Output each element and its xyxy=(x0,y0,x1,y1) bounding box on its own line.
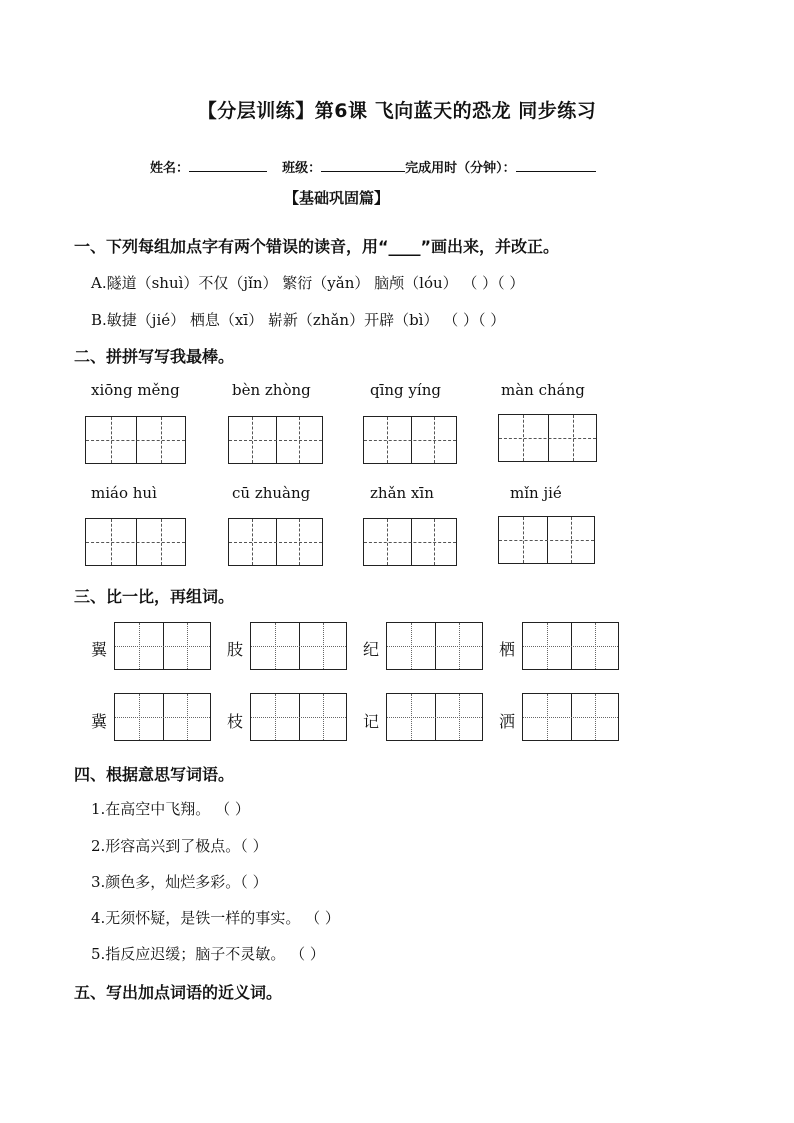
pinyin-label: zhǎn xīn xyxy=(370,484,434,502)
section-1-heading: 一、下列每组加点字有两个错误的读音，用“____”画出来，并改正。 xyxy=(74,237,560,256)
compare-character: 冀 xyxy=(91,712,108,731)
name-label: 姓名： xyxy=(150,161,190,176)
pinyin-label: bèn zhòng xyxy=(232,381,311,399)
word-grid[interactable] xyxy=(386,622,483,670)
writing-grid[interactable] xyxy=(363,518,457,566)
section-1-line-a: A.隧道（shuì）不仅（jǐn） 繁衍（yǎn） 脑颅（lóu） （ ）（ ） xyxy=(91,274,525,292)
pinyin-label: xiōng měng xyxy=(91,381,180,399)
compare-character: 洒 xyxy=(499,712,516,731)
name-blank[interactable] xyxy=(189,159,267,172)
word-grid[interactable] xyxy=(522,693,619,741)
pinyin-label: miáo huì xyxy=(91,484,157,502)
pinyin-label: mǐn jié xyxy=(510,484,562,502)
writing-grid[interactable] xyxy=(363,416,457,464)
section-3-heading: 三、比一比，再组词。 xyxy=(74,587,235,606)
word-grid[interactable] xyxy=(250,622,347,670)
word-grid[interactable] xyxy=(522,622,619,670)
pinyin-label: màn cháng xyxy=(501,381,585,399)
compare-character: 枝 xyxy=(227,712,244,731)
section-5-heading: 五、写出加点词语的近义词。 xyxy=(74,983,283,1002)
writing-grid[interactable] xyxy=(498,414,597,462)
meaning-item: 2.形容高兴到了极点。（ ） xyxy=(91,837,268,855)
time-blank[interactable] xyxy=(516,159,596,172)
class-label: 班级： xyxy=(282,161,322,176)
compare-character: 纪 xyxy=(363,640,380,659)
page-title: 【分层训练】第6课 飞向蓝天的恐龙 同步练习 xyxy=(197,100,597,122)
meaning-item: 4.无须怀疑，是铁一样的事实。 （ ） xyxy=(91,909,340,927)
compare-character: 翼 xyxy=(91,640,108,659)
section-4-heading: 四、根据意思写词语。 xyxy=(74,765,235,784)
compare-character: 记 xyxy=(363,712,380,731)
meaning-item: 5.指反应迟缓；脑子不灵敏。 （ ） xyxy=(91,945,325,963)
pinyin-label: cū zhuàng xyxy=(232,484,311,502)
word-grid[interactable] xyxy=(114,622,211,670)
time-label: 完成用时（分钟）： xyxy=(405,161,516,176)
word-grid[interactable] xyxy=(114,693,211,741)
student-info-line xyxy=(150,157,596,176)
section-2-heading: 二、拼拼写写我最棒。 xyxy=(74,347,235,366)
word-grid[interactable] xyxy=(250,693,347,741)
word-grid[interactable] xyxy=(386,693,483,741)
compare-character: 栖 xyxy=(499,640,516,659)
writing-grid[interactable] xyxy=(228,518,323,566)
writing-grid[interactable] xyxy=(85,518,186,566)
meaning-item: 3.颜色多，灿烂多彩。（ ） xyxy=(91,873,268,891)
writing-grid[interactable] xyxy=(85,416,186,464)
section-subheading: 【基础巩固篇】 xyxy=(284,189,390,207)
pinyin-label: qīng yíng xyxy=(370,381,441,399)
section-1-line-b: B.敏捷（jié） 栖息（xī） 崭新（zhǎn）开辟（bì） （ ）（ ） xyxy=(91,311,506,329)
writing-grid[interactable] xyxy=(228,416,323,464)
class-blank[interactable] xyxy=(321,159,405,172)
compare-character: 肢 xyxy=(227,640,244,659)
meaning-item: 1.在高空中飞翔。 （ ） xyxy=(91,800,250,818)
writing-grid[interactable] xyxy=(498,516,595,564)
